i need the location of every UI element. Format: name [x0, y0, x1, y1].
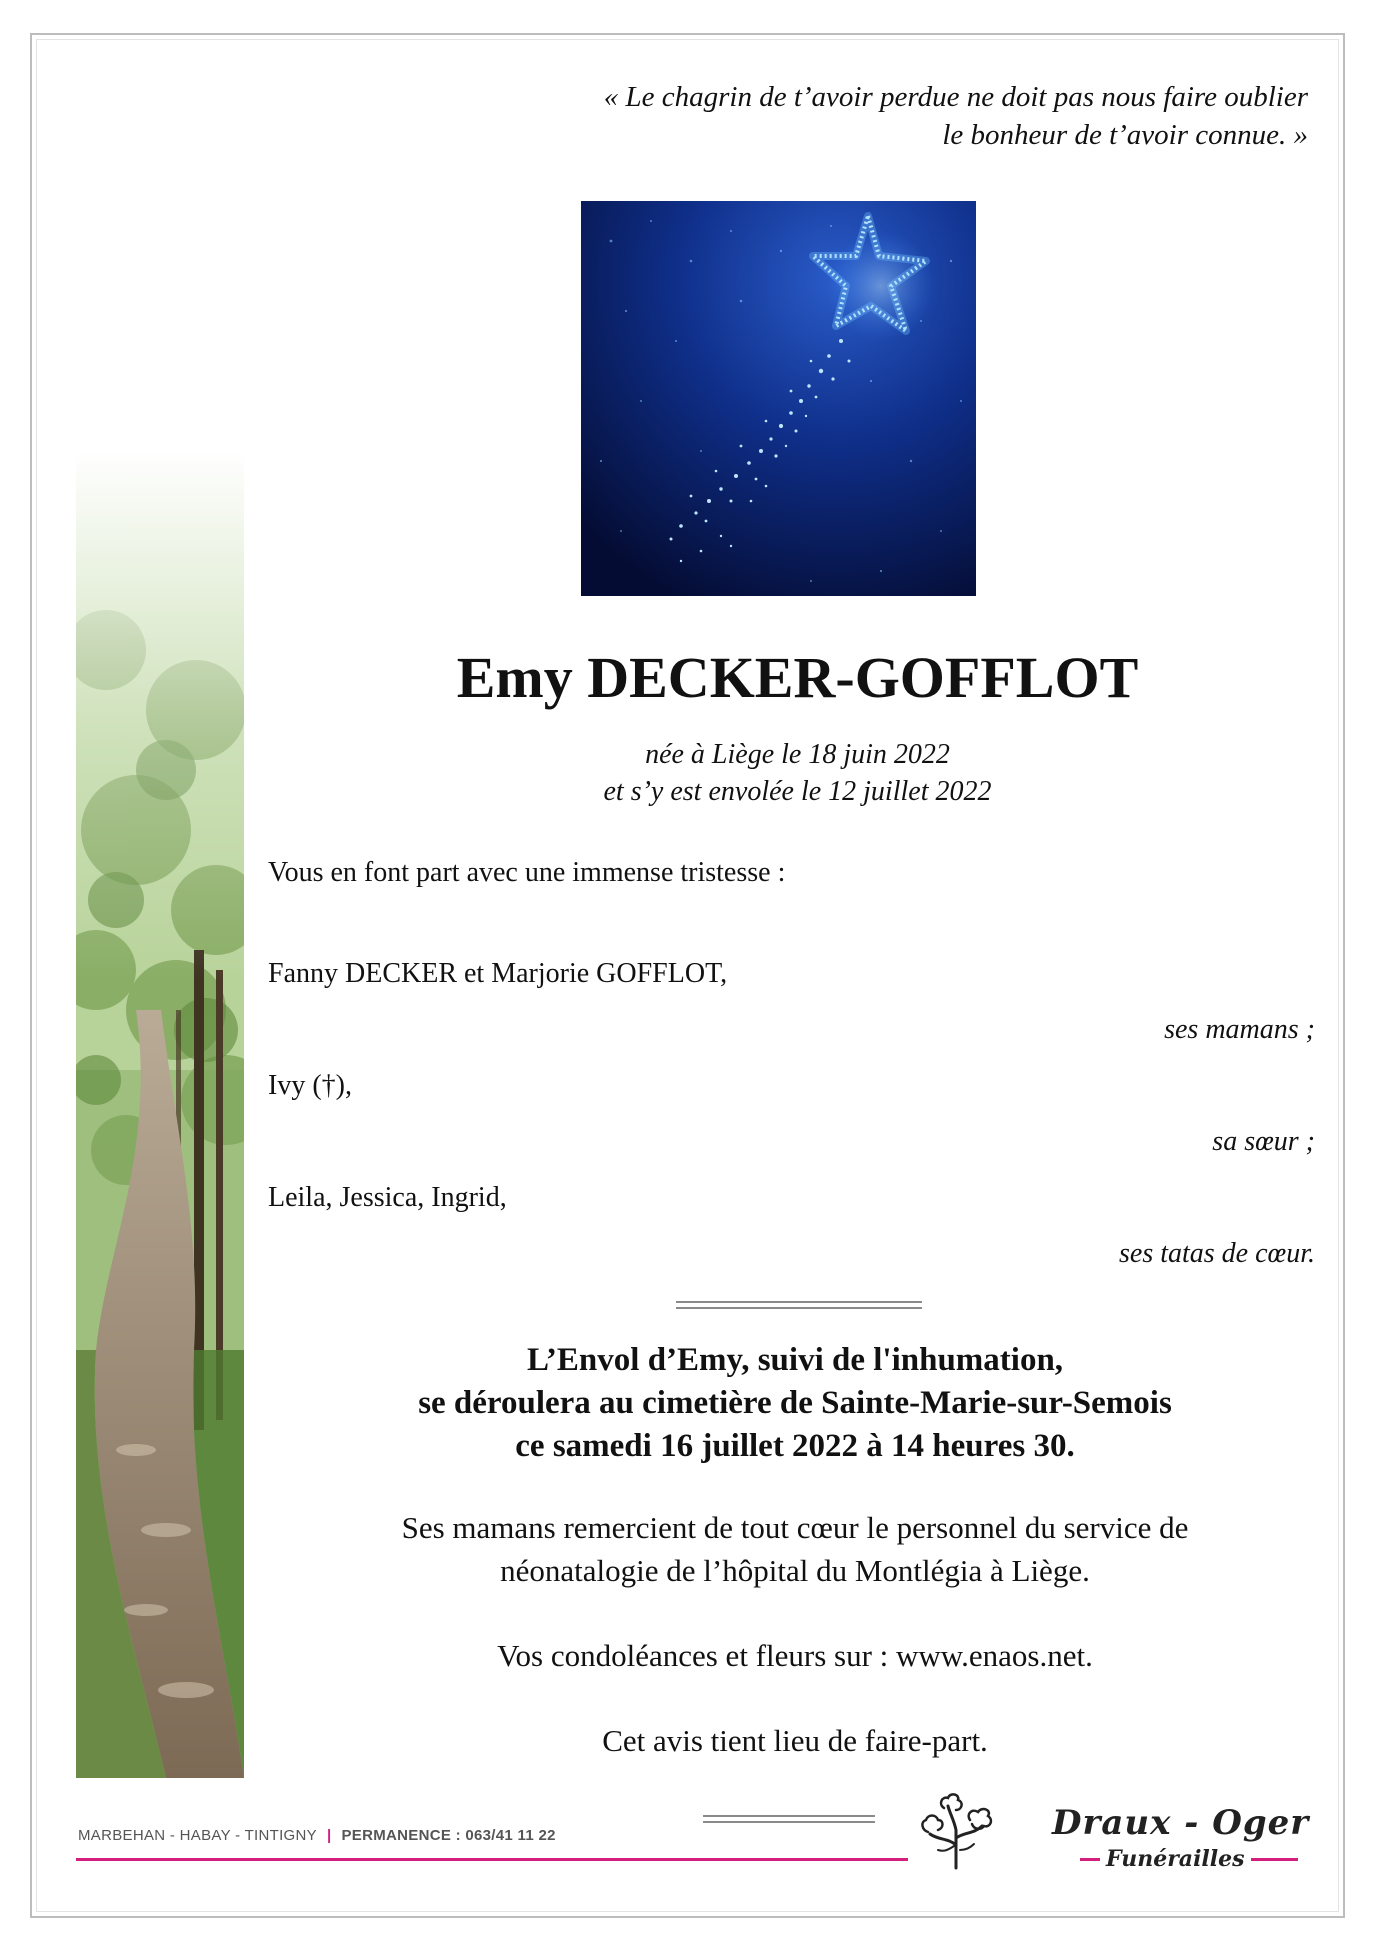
deceased-name: Emy DECKER-GOFFLOT — [456, 645, 1139, 710]
footer-divider — [703, 1815, 875, 1817]
notice-text: Cet avis tient lieu de faire-part. — [602, 1723, 988, 1758]
family-relation: sa sœur ; — [1212, 1126, 1315, 1157]
brand-subtitle: Funérailles — [1100, 1846, 1251, 1872]
divider — [676, 1307, 922, 1309]
footer-permanence: PERMANENCE : 063/41 11 22 — [341, 1827, 556, 1844]
family-relation: ses tatas de cœur. — [1119, 1238, 1315, 1269]
forest-path-illustration — [76, 450, 244, 1778]
brand-name: Draux - Oger — [1052, 1803, 1310, 1843]
ceremony-line-2: se déroulera au cimetière de Sainte-Marie-sur-Semois — [418, 1385, 1172, 1421]
family-names: Fanny DECKER et Marjorie GOFFLOT, — [268, 958, 728, 989]
family-relation: ses mamans ; — [1164, 1014, 1315, 1045]
footer-divider — [703, 1821, 875, 1823]
shooting-star-illustration — [581, 201, 976, 596]
thanks-line-2: néonatalogie de l’hôpital du Montlégia à Liège. — [500, 1553, 1090, 1588]
forest-path-image — [76, 450, 244, 1778]
thanks-message — [270, 1506, 1320, 1592]
family-names: Ivy (†), — [268, 1070, 352, 1101]
condolences-text: Vos condoléances et fleurs sur : www.enaos.net. — [497, 1638, 1093, 1673]
quote-line-1: « Le chagrin de t’avoir perdue ne doit pas nous faire oublier — [603, 81, 1308, 113]
footer-separator: | — [326, 1827, 332, 1844]
shooting-star-image — [581, 201, 976, 596]
announcement-intro: Vous en font part avec une immense tristesse : — [268, 857, 786, 888]
death-line: et s’y est envolée le 12 juillet 2022 — [603, 776, 992, 807]
footer-accent-line — [76, 1858, 946, 1861]
quote-line-2: le bonheur de t’avoir connue. » — [942, 119, 1308, 151]
birth-line: née à Liège le 18 juin 2022 — [645, 739, 950, 770]
footer-locations: MARBEHAN - HABAY - TINTIGNY — [78, 1827, 317, 1844]
divider — [676, 1301, 922, 1303]
footer-info — [78, 1827, 556, 1844]
ceremony-line-3: ce samedi 16 juillet 2022 à 14 heures 30. — [515, 1428, 1075, 1464]
ceremony-details — [270, 1339, 1320, 1468]
ceremony-line-1: L’Envol d’Emy, suivi de l'inhumation, — [526, 1342, 1064, 1378]
family-names: Leila, Jessica, Ingrid, — [268, 1182, 507, 1213]
birth-death-dates — [300, 736, 1295, 810]
thanks-line-1: Ses mamans remercient de tout cœur le personnel du service de — [401, 1510, 1189, 1545]
tree-logo-icon — [908, 1790, 1008, 1870]
epigraph-quote — [408, 78, 1308, 154]
